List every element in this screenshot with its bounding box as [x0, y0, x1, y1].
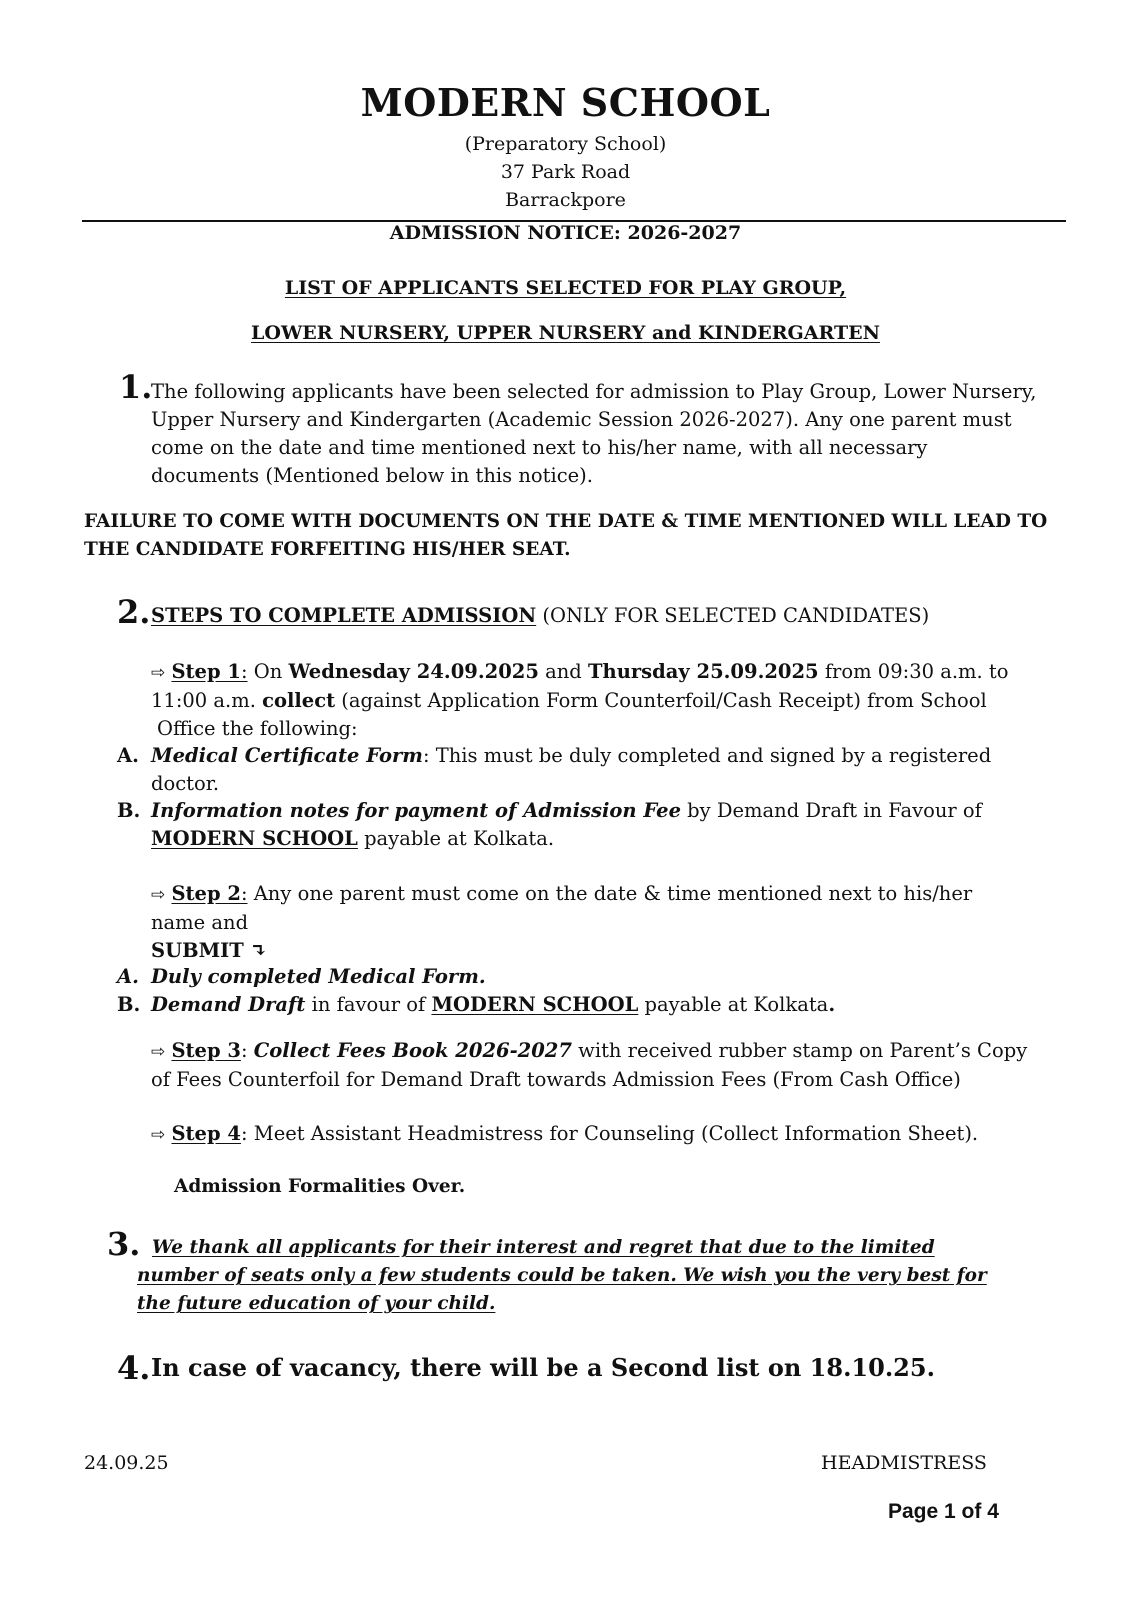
item-a-marker: A. [117, 744, 139, 767]
formalities-over: Admission Formalities Over. [174, 1176, 466, 1197]
list-title-line-2: LOWER NURSERY, UPPER NURSERY and KINDERGARTEN [251, 322, 880, 344]
warning-line-1: FAILURE TO COME WITH DOCUMENTS ON THE DATE & TIME MENTIONED WILL LEAD TO [84, 511, 1048, 532]
failure-warning [84, 508, 1084, 564]
item-b-marker: B. [117, 799, 141, 822]
school-type: (Preparatory School) [464, 133, 667, 155]
steps-heading: STEPS TO COMPLETE ADMISSION [151, 604, 537, 627]
section-1-text [151, 378, 1071, 490]
arrow-icon: ⇨ [151, 1042, 166, 1062]
warning-line-2: THE CANDIDATE FORFEITING HIS/HER SEAT. [84, 539, 571, 560]
address-line-1: 37 Park Road [500, 161, 631, 183]
steps-heading-suffix: (ONLY FOR SELECTED CANDIDATES) [536, 604, 930, 627]
step-1-day-1: Wednesday 24.09.2025 [288, 660, 539, 683]
step-3: ⇨ Step 3: Collect Fees Book 2026-2027 with received rubber stamp on Parent’s Copy of Fees Counterfoil for Demand Draft towards Admission Fees (From Cash Office) [151, 1039, 1028, 1091]
thank-you-message: We thank all applicants for their interest and regret that due to the limited number of seats only a few students could be taken. We wish you the very best for the future education of your child. [137, 1237, 987, 1314]
step-2-label: Step 2 [171, 882, 241, 905]
section-1-line-1: The following applicants have been selected for admission to Play Group, Lower Nursery, [151, 380, 1037, 403]
step-2: ⇨ Step 2: Any one parent must come on the date & time mentioned next to his/her name and SUBMIT ↴ [151, 880, 1071, 965]
step-4: ⇨ Step 4: Meet Assistant Headmistress for Counseling (Collect Information Sheet). [151, 1122, 979, 1145]
notice-date: 24.09.25 [84, 1452, 169, 1474]
item-b2-marker: B. [117, 993, 141, 1016]
steps-heading-line [151, 602, 929, 630]
notice-title: ADMISSION NOTICE: 2026-2027 [389, 222, 742, 244]
section-3-number: 3. [107, 1225, 141, 1263]
second-list-notice: In case of vacancy, there will be a Second list on 18.10.25. [151, 1353, 935, 1382]
item-b2-demand-draft: Demand Draft in favour of MODERN SCHOOL payable at Kolkata. [151, 993, 836, 1016]
submit-label: SUBMIT ↴ [151, 939, 267, 962]
step-3-label: Step 3 [171, 1039, 241, 1062]
school-name: MODERN SCHOOL [360, 80, 771, 125]
section-1-line-3: come on the date and time mentioned next to his/her name, with all necessary [151, 436, 928, 459]
section-2-number: 2. [117, 593, 151, 631]
arrow-icon: ⇨ [151, 885, 166, 905]
step-1: ⇨ Step 1: On Wednesday 24.09.2025 and Thursday 25.09.2025 from 09:30 a.m. to 11:00 a.m. collect (against Application Form Counterfoil/Cash Receipt) from School Office the following: [151, 660, 1009, 740]
section-1-line-4: documents (Mentioned below in this notice). [151, 464, 593, 487]
address-line-2: Barrackpore [505, 189, 626, 211]
arrow-icon: ⇨ [151, 663, 166, 683]
arrow-icon: ⇨ [151, 1125, 166, 1145]
step-1-day-2: Thursday 25.09.2025 [588, 660, 819, 683]
section-4-number: 4. [117, 1349, 151, 1387]
list-title-line-1: LIST OF APPLICANTS SELECTED FOR PLAY GROUP, [284, 277, 847, 299]
section-1-number: 1. [119, 368, 153, 406]
item-a2-medical-form: Duly completed Medical Form. [151, 965, 486, 988]
step-1-label: Step 1 [171, 660, 241, 683]
item-a-medical-certificate: Medical Certificate Form: This must be duly completed and signed by a registered doctor. [151, 744, 992, 795]
step-4-label: Step 4 [171, 1122, 241, 1145]
page-number: Page 1 of 4 [888, 1500, 999, 1523]
signatory: HEADMISTRESS [821, 1452, 987, 1474]
section-1-line-2: Upper Nursery and Kindergarten (Academic Session 2026-2027). Any one parent must [151, 408, 1012, 431]
item-a2-marker: A. [117, 965, 139, 988]
item-b-admission-fee: Information notes for payment of Admission Fee by Demand Draft in Favour of MODERN SCHOOL payable at Kolkata. [151, 799, 982, 850]
